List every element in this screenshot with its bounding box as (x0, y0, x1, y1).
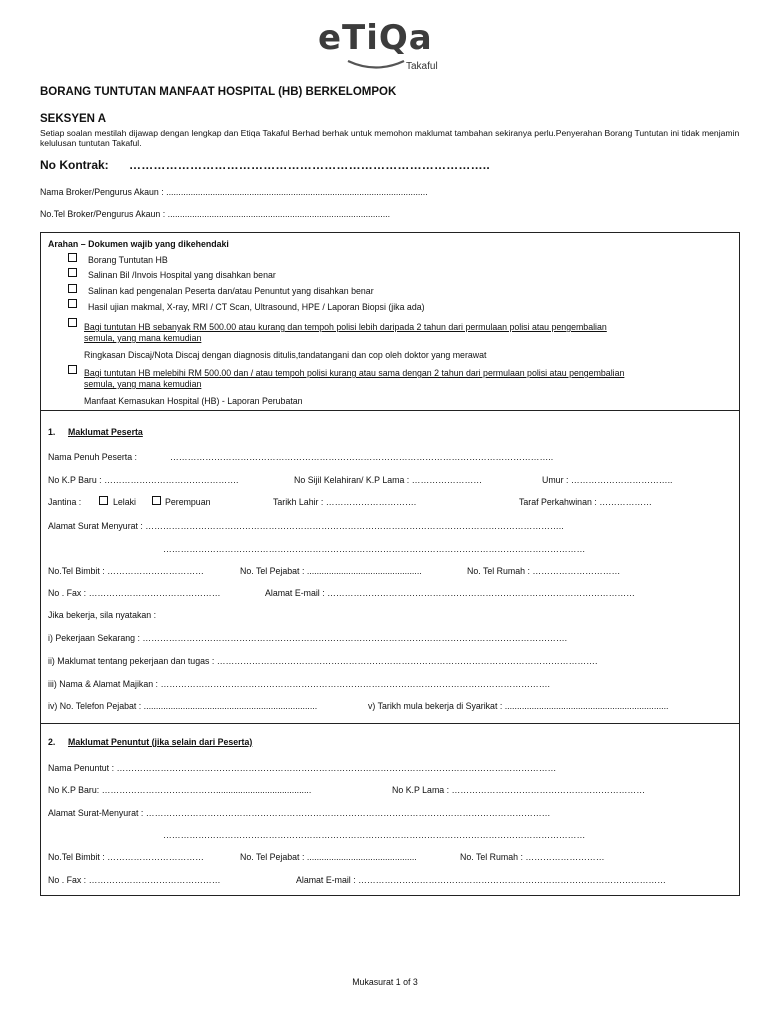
doc-checkbox-2[interactable] (68, 268, 77, 277)
claimant-email-field[interactable]: Alamat E-mail : …………………………………………………………………………………………… (296, 875, 666, 885)
logo-wordmark: eTiQa (318, 18, 433, 58)
claimant-name-field[interactable]: Nama Penuntut : …………………………………………………………………………………………………………………………………… (48, 763, 557, 773)
broker-name-field[interactable]: Nama Broker/Pengurus Akaun : ........................................................................................................... (40, 187, 428, 197)
section-divider (40, 723, 740, 724)
gender-female-label: Perempuan (165, 497, 211, 507)
intro-text: Setiap soalan mestilah dijawap dengan lengkap dan Etiqa Takaful Berhad berhak untuk memohon maklumat tambahan sekiranya perlu.Penyerahan Borang Tuntutan ini tidak menjamin kelulusan tuntutan Takaful. (40, 128, 740, 148)
participant-address-line-2[interactable]: ……………………………………………………………………………………………………………………………… (163, 544, 586, 554)
condition-1-line-1: Bagi tuntutan HB sebanyak RM 500.00 atau kurang dan tempoh polisi lebih daripada 2 tahun dari permulaan polisi atau pengembalian (84, 322, 607, 332)
condition-checkbox-1[interactable] (68, 318, 77, 327)
current-job-field[interactable]: i) Pekerjaan Sekarang : ………………………………………………………………………………………………………………………………. (48, 633, 568, 643)
section-1-number: 1. (48, 427, 56, 437)
employer-field[interactable]: iii) Nama & Alamat Majikan : ……………………………………………………………………………………………………………………. (48, 679, 550, 689)
claimant-ic-new-field[interactable]: No K.P Baru: …………………………………....................................... (48, 785, 312, 795)
section-2-heading: Maklumat Penuntut (jika selain dari Peserta) (68, 737, 253, 747)
claimant-fax-field[interactable]: No . Fax : ……………………………………… (48, 875, 221, 885)
participant-birth-cert-field[interactable]: No Sijil Kelahiran/ K.P Lama : …………………… (294, 475, 483, 485)
marital-status-field[interactable]: Taraf Perkahwinan : ……………… (519, 497, 652, 507)
participant-email-field[interactable]: Alamat E-mail : …………………………………………………………………………………………… (265, 588, 635, 598)
condition-2-note: Manfaat Kemasukan Hospital (HB) - Laporan Perubatan (84, 396, 303, 406)
section-1-heading: Maklumat Peserta (68, 427, 143, 437)
claimant-home-tel-field[interactable]: No. Tel Rumah : ……………………… (460, 852, 605, 862)
participant-name-label: Nama Penuh Peserta : (48, 452, 137, 462)
gender-male-label: Lelaki (113, 497, 136, 507)
condition-1-line-2: semula, yang mana kemudian (84, 333, 202, 343)
participant-age-field[interactable]: Umur : …………………………….. (542, 475, 673, 485)
employment-label: Jika bekerja, sila nyatakan : (48, 610, 157, 620)
gender-female-checkbox[interactable] (152, 496, 161, 505)
doc-item-4: Hasil ujian makmal, X-ray, MRI / CT Scan, Ultrasound, HPE / Laporan Biopsi (jika ada) (88, 302, 425, 312)
participant-mobile-field[interactable]: No.Tel Bimbit : …………………………… (48, 566, 204, 576)
claimant-mobile-field[interactable]: No.Tel Bimbit : …………………………… (48, 852, 204, 862)
section-heading: SEKSYEN A (40, 113, 107, 125)
participant-address-field[interactable]: Alamat Surat Menyurat : …………………………………………………………………………………………………………………………….. (48, 521, 564, 531)
doc-checkbox-1[interactable] (68, 253, 77, 262)
participant-home-tel-field[interactable]: No. Tel Rumah : ………………………… (467, 566, 621, 576)
doc-item-2: Salinan Bil /Invois Hospital yang disahkan benar (88, 270, 276, 280)
claimant-address-field[interactable]: Alamat Surat-Menyurat : ………………………………………………………………………………………………………………………… (48, 808, 551, 818)
job-details-field[interactable]: ii) Maklumat tentang pekerjaan dan tugas : …………………………………………………………………………………………………………………. (48, 656, 598, 666)
participant-fax-field[interactable]: No . Fax : ……………………………………… (48, 588, 221, 598)
claimant-address-line-2[interactable]: ……………………………………………………………………………………………………………………………… (163, 830, 586, 840)
condition-1-note: Ringkasan Discaj/Nota Discaj dengan diagnosis ditulis,tandatangani dan cop oleh doktor yang merawat (84, 350, 487, 360)
birth-date-field[interactable]: Tarikh Lahir : …………………………. (273, 497, 417, 507)
condition-2-line-1: Bagi tuntutan HB melebihi RM 500.00 dan / atau tempoh polisi kurang atau sama dengan 2 tahun dari permulaan polisi atau pengembalian (84, 368, 625, 378)
employment-start-field[interactable]: v) Tarikh mula bekerja di Syarikat : ................................................................... (368, 701, 669, 711)
broker-tel-field[interactable]: No.Tel Broker/Pengurus Akaun : ........................................................................................... (40, 209, 391, 219)
doc-item-1: Borang Tuntutan HB (88, 255, 168, 265)
condition-2-line-2: semula, yang mana kemudian (84, 379, 202, 389)
participant-name-field[interactable]: ………………………………………………………………………………………………………………….. (170, 452, 554, 462)
contract-number-label: No Kontrak: (40, 158, 109, 172)
claimant-ic-old-field[interactable]: No K.P Lama : ………………………………………………………… (392, 785, 646, 795)
page-number: Mukasurat 1 of 3 (352, 977, 418, 987)
participant-office-tel-field[interactable]: No. Tel Pejabat : ............................................... (240, 566, 422, 576)
contract-number-field[interactable]: …………………………………………………………………………….. (129, 158, 490, 172)
logo-swoosh-icon (346, 58, 406, 72)
section-2-number: 2. (48, 737, 56, 747)
gender-label: Jantina : (48, 497, 82, 507)
form-title: BORANG TUNTUTAN MANFAAT HOSPITAL (HB) BERKELOMPOK (40, 86, 397, 98)
gender-male-checkbox[interactable] (99, 496, 108, 505)
instructions-heading: Arahan – Dokumen wajib yang dikehendaki (48, 239, 229, 249)
doc-checkbox-3[interactable] (68, 284, 77, 293)
participant-ic-new-field[interactable]: No K.P Baru : ………………………………………. (48, 475, 239, 485)
etiqa-logo (318, 18, 458, 76)
condition-checkbox-2[interactable] (68, 365, 77, 374)
logo-subtitle: Takaful (406, 61, 438, 72)
doc-checkbox-4[interactable] (68, 299, 77, 308)
claimant-office-tel-field[interactable]: No. Tel Pejabat : ............................................. (240, 852, 417, 862)
doc-item-3: Salinan kad pengenalan Peserta dan/atau Penuntut yang disahkan benar (88, 286, 374, 296)
office-phone-field[interactable]: iv) No. Telefon Pejabat : ....................................................................... (48, 701, 318, 711)
